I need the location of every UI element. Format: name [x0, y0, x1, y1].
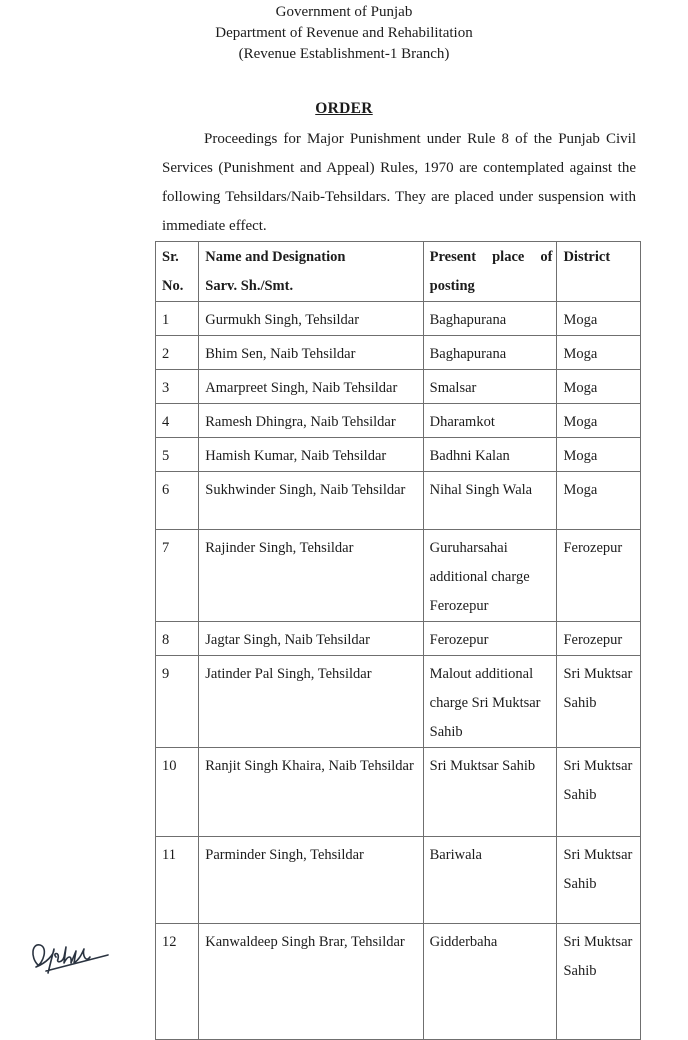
header-name-line2: Sarv. Sh./Smt.	[205, 278, 294, 294]
cell-sr-no: 12	[156, 924, 199, 1040]
cell-district: Moga	[557, 302, 641, 336]
cell-present-posting: Baghapurana	[423, 302, 557, 336]
cell-district: Sri Muktsar Sahib	[557, 837, 641, 924]
cell-sr-no: 7	[156, 530, 199, 622]
cell-sr-no: 11	[156, 837, 199, 924]
table-body	[156, 302, 641, 1040]
table-row	[156, 748, 641, 837]
cell-present-posting: Bariwala	[423, 837, 557, 924]
header-name-designation	[199, 242, 423, 302]
table-row	[156, 404, 641, 438]
cell-sr-no: 2	[156, 336, 199, 370]
table-row	[156, 302, 641, 336]
cell-district: Ferozepur	[557, 530, 641, 622]
cell-district: Moga	[557, 370, 641, 404]
order-title: ORDER	[315, 100, 373, 117]
table-row	[156, 622, 641, 656]
cell-name-designation: Parminder Singh, Tehsildar	[199, 837, 423, 924]
cell-district: Sri Muktsar Sahib	[557, 656, 641, 748]
cell-district: Sri Muktsar Sahib	[557, 748, 641, 837]
header-sr-line2: No.	[162, 278, 184, 294]
cell-present-posting: Dharamkot	[423, 404, 557, 438]
cell-present-posting: Smalsar	[423, 370, 557, 404]
cell-present-posting: Nihal Singh Wala	[423, 472, 557, 530]
cell-present-posting: Guruharsahai additional charge Ferozepur	[423, 530, 557, 622]
cell-district: Moga	[557, 404, 641, 438]
cell-present-posting: Sri Muktsar Sahib	[423, 748, 557, 837]
table-row	[156, 438, 641, 472]
cell-district: Moga	[557, 472, 641, 530]
header-present-posting	[423, 242, 557, 302]
header-branch: (Revenue Establishment-1 Branch)	[238, 46, 450, 62]
table-row	[156, 370, 641, 404]
table-row	[156, 924, 641, 1040]
cell-present-posting: Ferozepur	[423, 622, 557, 656]
cell-sr-no: 10	[156, 748, 199, 837]
header-department: Department of Revenue and Rehabilitation	[215, 25, 473, 41]
header-name-line1: Name and Designation	[205, 249, 346, 265]
header-sr-line1: Sr.	[162, 249, 179, 265]
cell-name-designation: Kanwaldeep Singh Brar, Tehsildar	[199, 924, 423, 1040]
cell-sr-no: 8	[156, 622, 199, 656]
table-header-row	[156, 242, 641, 302]
cell-name-designation: Gurmukh Singh, Tehsildar	[199, 302, 423, 336]
cell-name-designation: Jatinder Pal Singh, Tehsildar	[199, 656, 423, 748]
cell-sr-no: 9	[156, 656, 199, 748]
cell-district: Moga	[557, 438, 641, 472]
document-header	[0, 2, 688, 65]
cell-present-posting: Baghapurana	[423, 336, 557, 370]
cell-sr-no: 5	[156, 438, 199, 472]
header-place-line2: posting	[429, 278, 475, 294]
table-row	[156, 530, 641, 622]
order-paragraph-text: Proceedings for Major Punishment under Rule 8 of the Punjab Civil Services (Punishment and Appeal) Rules, 1970 are contemplated against the following Tehsildars/Naib-Tehsildars. They are placed under suspension with immediate effect.	[162, 131, 636, 234]
table-row	[156, 336, 641, 370]
cell-sr-no: 6	[156, 472, 199, 530]
header-place-line1: Present place of	[429, 249, 553, 265]
cell-name-designation: Bhim Sen, Naib Tehsildar	[199, 336, 423, 370]
cell-name-designation: Hamish Kumar, Naib Tehsildar	[199, 438, 423, 472]
cell-sr-no: 3	[156, 370, 199, 404]
cell-name-designation: Amarpreet Singh, Naib Tehsildar	[199, 370, 423, 404]
cell-present-posting: Gidderbaha	[423, 924, 557, 1040]
cell-sr-no: 4	[156, 404, 199, 438]
cell-name-designation: Rajinder Singh, Tehsildar	[199, 530, 423, 622]
cell-district: Ferozepur	[557, 622, 641, 656]
table-row	[156, 656, 641, 748]
cell-name-designation: Ranjit Singh Khaira, Naib Tehsildar	[199, 748, 423, 837]
header-district: District	[557, 242, 641, 302]
cell-present-posting: Badhni Kalan	[423, 438, 557, 472]
cell-name-designation: Ramesh Dhingra, Naib Tehsildar	[199, 404, 423, 438]
table-row	[156, 837, 641, 924]
order-paragraph	[162, 125, 636, 241]
cell-name-designation: Jagtar Singh, Naib Tehsildar	[199, 622, 423, 656]
header-government: Government of Punjab	[275, 4, 413, 20]
cell-sr-no: 1	[156, 302, 199, 336]
cell-district: Sri Muktsar Sahib	[557, 924, 641, 1040]
cell-district: Moga	[557, 336, 641, 370]
table-row	[156, 472, 641, 530]
cell-present-posting: Malout additional charge Sri Muktsar Sahib	[423, 656, 557, 748]
cell-name-designation: Sukhwinder Singh, Naib Tehsildar	[199, 472, 423, 530]
suspension-table	[155, 241, 641, 1040]
signature-icon	[24, 935, 114, 980]
header-sr-no	[156, 242, 199, 302]
